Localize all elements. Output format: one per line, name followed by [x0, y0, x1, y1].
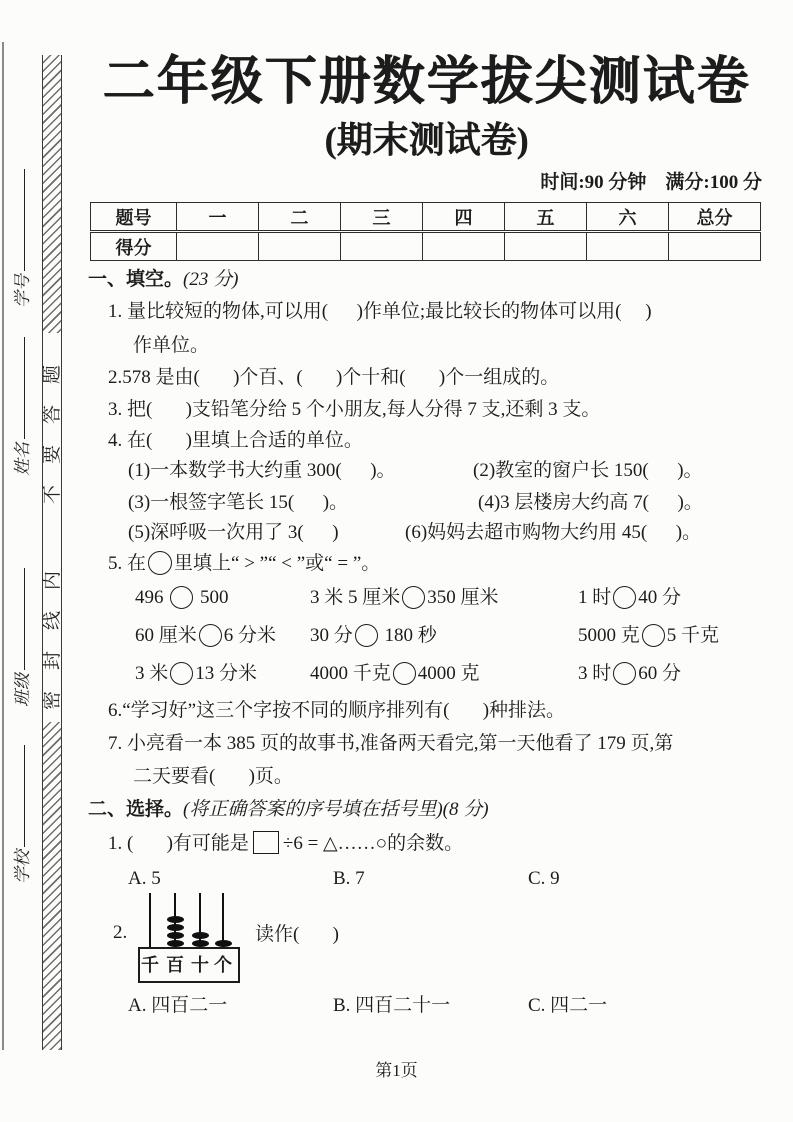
student-field-line — [23, 337, 25, 439]
section-heading-note: (将正确答案的序号填在括号里)(8 分) — [183, 799, 489, 820]
section-heading-text: 一、填空。 — [88, 269, 184, 290]
student-field-line — [23, 169, 25, 271]
comparison-left: 3 米 5 厘米 — [310, 587, 401, 608]
question-text: (4)3 层楼房大约高 7( )。 — [478, 492, 703, 513]
abacus-rod — [141, 893, 159, 947]
option-label: C. 四二一 — [528, 995, 608, 1016]
question-text: (3)一根签字笔长 15( )。 — [128, 492, 349, 513]
seal-hatch-top — [43, 55, 61, 333]
score-cell — [341, 232, 423, 261]
comparison-right: 180 秒 — [379, 625, 437, 646]
student-field-label: 学校 — [13, 850, 32, 884]
score-table-header-cell: 六 — [587, 203, 669, 232]
question-text: (5)深呼吸一次用了 3( ) — [128, 522, 339, 543]
question-text-segment: ÷6 = △……○的余数。 — [282, 833, 464, 854]
comparison-left: 4000 千克 — [310, 663, 391, 684]
question-text: (1)一本数学书大约重 300( )。 — [128, 460, 396, 481]
student-field-name — [8, 335, 38, 476]
abacus-label: 千 — [141, 955, 159, 975]
comparison-right: 6 分米 — [223, 625, 277, 646]
abacus-bead — [167, 940, 184, 947]
abacus-bead — [167, 932, 184, 939]
score-table-header-cell: 三 — [341, 203, 423, 232]
section-1-heading — [88, 267, 238, 293]
option-label: A. 四百二一 — [128, 995, 228, 1016]
exam-subtitle: (期末测试卷) — [324, 120, 529, 160]
abacus-bead — [167, 916, 184, 923]
question-text: (2)教室的窗户长 150( )。 — [473, 460, 703, 481]
comparison-item — [578, 623, 719, 649]
comparison-left: 3 米 — [135, 663, 169, 684]
question-text: 作单位。 — [133, 335, 210, 356]
question-text: 4. 在( )里填上合适的单位。 — [108, 430, 363, 451]
score-row-label: 得分 — [91, 232, 177, 261]
question-text-segment: 5. 在 — [108, 553, 147, 574]
comparison-right: 13 分米 — [195, 663, 258, 684]
question-text: 1. 量比较短的物体,可以用( )作单位;最比较长的物体可以用( ) — [108, 301, 652, 322]
student-field-class — [8, 566, 38, 707]
option-label: C. 9 — [528, 868, 560, 889]
comparison-item — [310, 585, 499, 611]
exam-title: 二年级下册数学拔尖测试卷 — [102, 54, 751, 111]
score-table-header-row — [91, 203, 761, 232]
score-cell — [177, 232, 259, 261]
student-field-label: 姓名 — [13, 442, 32, 476]
answer-circle — [642, 624, 665, 647]
comparison-item — [135, 661, 257, 687]
score-cell — [587, 232, 669, 261]
comparison-item — [578, 585, 681, 611]
abacus-rod — [166, 893, 184, 947]
abacus-label: 百 — [166, 955, 184, 975]
section-heading-score: (23 分) — [183, 269, 239, 290]
comparison-right: 350 厘米 — [427, 587, 499, 608]
score-table-score-row — [91, 232, 761, 261]
score-cell — [669, 232, 761, 261]
comparison-right: 5 千克 — [666, 625, 720, 646]
score-table-header-cell: 题号 — [91, 203, 177, 232]
comparison-right: 4000 克 — [417, 663, 480, 684]
score-table — [90, 202, 761, 261]
student-info-fields — [8, 158, 38, 888]
answer-circle — [199, 624, 222, 647]
seal-hatch-bottom — [43, 722, 61, 1050]
score-table-header-cell: 四 — [423, 203, 505, 232]
seal-text-segment: 密封线内 — [42, 549, 63, 710]
abacus-rod — [214, 893, 232, 947]
page-edge-line — [2, 42, 4, 1050]
comparison-left: 30 分 — [310, 625, 353, 646]
abacus-bead — [215, 940, 232, 947]
score-table-header-cell: 一 — [177, 203, 259, 232]
option-label: A. 5 — [128, 868, 161, 889]
score-cell — [259, 232, 341, 261]
comparison-item — [310, 661, 480, 687]
score-table-header-cell: 总分 — [669, 203, 761, 232]
page-number: 第1页 — [375, 1061, 418, 1080]
answer-circle — [613, 662, 636, 685]
answer-circle — [170, 662, 193, 685]
comparison-left: 5000 克 — [578, 625, 640, 646]
question-number: 2. — [113, 922, 128, 943]
question-text: 7. 小亮看一本 385 页的故事书,准备两天看完,第一天他看了 179 页,第 — [108, 733, 674, 754]
section-2-heading — [88, 797, 489, 823]
question-text — [108, 831, 463, 857]
comparison-right: 40 分 — [638, 587, 682, 608]
option-label: B. 四百二十一 — [333, 995, 451, 1016]
answer-circle — [355, 624, 378, 647]
seal-text-segment: 不要答题 — [42, 343, 63, 504]
comparison-left: 3 时 — [578, 663, 612, 684]
comparison-left: 496 — [135, 587, 169, 608]
student-field-id — [8, 167, 38, 308]
answer-circle — [613, 586, 636, 609]
question-text — [108, 551, 380, 577]
answer-circle — [402, 586, 425, 609]
answer-box — [253, 831, 279, 854]
comparison-right: 500 — [195, 587, 229, 608]
comparison-item — [135, 585, 229, 611]
answer-circle — [148, 551, 172, 575]
student-field-line — [23, 568, 25, 670]
abacus-bead — [192, 940, 209, 947]
score-table-header-cell: 二 — [259, 203, 341, 232]
student-field-line — [23, 745, 25, 847]
score-table-header-cell: 五 — [505, 203, 587, 232]
answer-circle — [393, 662, 416, 685]
abacus-bead — [192, 932, 209, 939]
exam-meta: 时间:90 分钟 满分:100 分 — [540, 172, 762, 193]
question-text: 2.578 是由( )个百、( )个十和( )个一组成的。 — [108, 367, 560, 388]
abacus-label: 十 — [191, 955, 209, 975]
answer-circle — [170, 586, 193, 609]
comparison-left: 60 厘米 — [135, 625, 197, 646]
question-text-segment: 里填上“ > ”“ < ”或“ = ”。 — [174, 553, 381, 574]
section-heading-text: 二、选择。 — [88, 799, 184, 820]
comparison-item — [578, 661, 681, 687]
score-cell — [505, 232, 587, 261]
student-field-label: 班级 — [13, 673, 32, 707]
comparison-left: 1 时 — [578, 587, 612, 608]
student-field-label: 学号 — [13, 274, 32, 308]
question-text: 二天要看( )页。 — [133, 766, 293, 787]
abacus-bead — [167, 924, 184, 931]
question-text: (6)妈妈去超市购物大约用 45( )。 — [405, 522, 702, 543]
question-text: 读作( ) — [255, 924, 339, 945]
seal-strip-text — [43, 335, 63, 720]
abacus-label: 个 — [214, 955, 232, 975]
score-cell — [423, 232, 505, 261]
question-text: 6.“学习好”这三个字按不同的顺序排列有( )种排法。 — [108, 700, 566, 721]
abacus-rod — [191, 893, 209, 947]
student-field-school — [8, 743, 38, 884]
question-text-segment: 1. ( )有可能是 — [108, 833, 249, 854]
comparison-item — [135, 623, 276, 649]
abacus-figure — [138, 893, 240, 983]
option-label: B. 7 — [333, 868, 365, 889]
comparison-right: 60 分 — [638, 663, 682, 684]
comparison-item — [310, 623, 437, 649]
question-text: 3. 把( )支铅笔分给 5 个小朋友,每人分得 7 支,还剩 3 支。 — [108, 399, 601, 420]
